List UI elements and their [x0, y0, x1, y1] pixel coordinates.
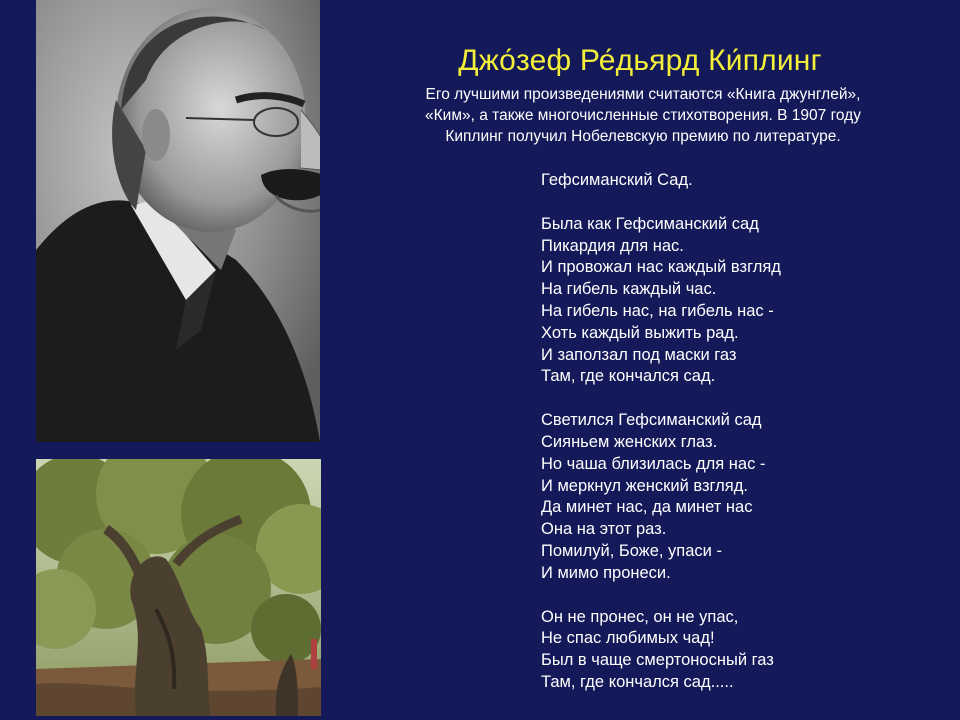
poem-line: И провожал нас каждый взгляд: [541, 258, 781, 277]
poem-line: Не спас любимых чад!: [541, 629, 715, 648]
poem-line: Была как Гефсиманский сад: [541, 214, 759, 233]
poem-line: На гибель каждый час.: [541, 280, 717, 299]
poem-line: Пикардия для нас.: [541, 236, 684, 255]
olive-garden-photo: [36, 459, 321, 716]
poem-line: Сияньем женских глаз.: [541, 432, 718, 451]
bio-line: Его лучшими произведениями считаются «Книга джунглей»,: [425, 86, 861, 103]
poem-line: Был в чаще смертоносный газ: [541, 651, 774, 670]
poem-line: Там, где кончался сад.: [541, 367, 716, 386]
poem: [541, 170, 921, 694]
poem-line: И меркнул женский взгляд.: [541, 476, 748, 495]
poem-title: Гефсиманский Сад.: [541, 171, 693, 189]
bio-line: Киплинг получил Нобелевскую премию по литературе.: [445, 128, 841, 145]
poem-line: И мимо пронеси.: [541, 563, 671, 582]
portrait-photo: [36, 0, 320, 442]
poem-line: Светился Гефсиманский сад: [541, 411, 762, 430]
poem-line: Она на этот раз.: [541, 520, 667, 539]
poem-line: На гибель нас, на гибель нас -: [541, 301, 774, 320]
poem-line: И заползал под маски газ: [541, 345, 737, 364]
poem-line: Помилуй, Боже, упаси -: [541, 541, 722, 560]
bio-line: «Ким», а также многочисленные стихотворения. В 1907 году: [425, 107, 861, 124]
poem-line: Да минет нас, да минет нас: [541, 498, 753, 517]
bio-text: [358, 84, 928, 147]
poem-line: Хоть каждый выжить рад.: [541, 323, 739, 342]
poem-line: Он не пронес, он не упас,: [541, 607, 739, 626]
poem-line: Там, где кончался сад.....: [541, 672, 734, 691]
page-title: Джо́зеф Ре́дьярд Ки́плинг: [458, 44, 822, 77]
poem-line: Но чаша близилась для нас -: [541, 454, 766, 473]
